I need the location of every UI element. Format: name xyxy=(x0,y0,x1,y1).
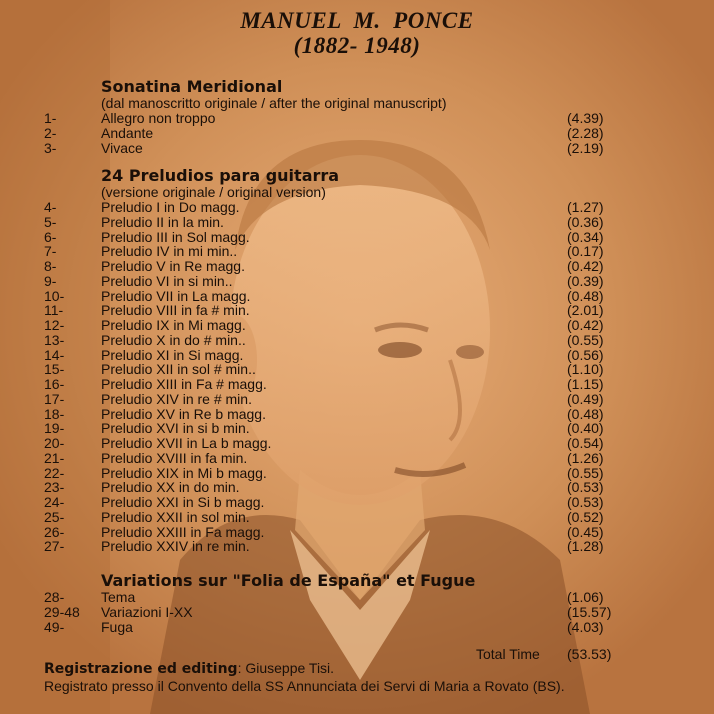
track-row xyxy=(44,451,614,466)
track-dur: (0.53) xyxy=(567,494,604,510)
track-num: 26- xyxy=(44,523,65,540)
track-title: Andante xyxy=(101,124,154,141)
track-num: 10- xyxy=(44,287,65,304)
track-list xyxy=(44,590,614,634)
track-title: Preludio XVII in La b magg. xyxy=(101,435,272,451)
track-title: Variazioni I-XX xyxy=(101,603,193,620)
track-dur: (1.06) xyxy=(567,589,604,605)
track-num: 4- xyxy=(44,199,57,215)
track-title: Preludio XII in sol # min.. xyxy=(101,361,256,378)
track-row xyxy=(44,230,614,245)
track-row xyxy=(44,244,614,259)
track-row xyxy=(44,200,614,215)
track-row xyxy=(44,377,614,392)
track-row xyxy=(44,274,614,289)
track-row xyxy=(44,480,614,495)
track-title: Preludio IV in mi min.. xyxy=(101,243,238,260)
track-dur: (0.39) xyxy=(567,272,604,289)
track-num: 5- xyxy=(44,213,57,230)
track-num: 24- xyxy=(44,494,65,510)
track-row xyxy=(44,318,614,333)
track-row xyxy=(44,259,614,274)
total-time-value: (53.53) xyxy=(567,646,612,662)
track-dur: (0.42) xyxy=(567,317,604,333)
track-row xyxy=(44,126,614,141)
track-title: Preludio XX in do min. xyxy=(101,479,240,496)
work-title: 24 Preludios para guitarra xyxy=(101,166,340,185)
track-title: Vivace xyxy=(101,139,143,156)
track-title: Preludio XXII in sol min. xyxy=(101,508,250,525)
track-num: 6- xyxy=(44,228,57,245)
track-num: 13- xyxy=(44,331,65,348)
track-dur: (0.45) xyxy=(567,523,604,540)
recording-value: : Giuseppe Tisi. xyxy=(237,660,335,676)
track-dur: (0.56) xyxy=(567,346,604,363)
track-row xyxy=(44,362,614,377)
track-title: Preludio XXI in Si b magg. xyxy=(101,494,265,510)
work-title: Variations sur "Folia de España" et Fugue xyxy=(101,571,476,590)
track-dur: (0.54) xyxy=(567,435,604,451)
track-list xyxy=(44,200,614,554)
track-row xyxy=(44,111,614,126)
track-num: 18- xyxy=(44,405,65,422)
track-dur: (0.48) xyxy=(567,287,604,304)
track-title: Tema xyxy=(101,589,136,605)
track-dur: (0.52) xyxy=(567,508,604,525)
track-num: 7- xyxy=(44,243,57,260)
track-dur: (0.34) xyxy=(567,228,604,245)
track-title: Preludio XIX in Mi b magg. xyxy=(101,464,267,481)
track-row xyxy=(44,510,614,525)
track-dur: (2.01) xyxy=(567,302,604,319)
track-num: 1- xyxy=(44,110,57,126)
track-num: 20- xyxy=(44,435,65,451)
track-row xyxy=(44,303,614,318)
work-sonatina xyxy=(44,78,614,155)
track-num: 29-48 xyxy=(44,603,80,620)
track-title: Preludio II in la min. xyxy=(101,213,224,230)
track-title: Preludio VI in si min.. xyxy=(101,272,233,289)
track-title: Preludio I in Do magg. xyxy=(101,199,240,215)
track-row xyxy=(44,436,614,451)
track-num: 2- xyxy=(44,124,57,141)
track-dur: (0.55) xyxy=(567,331,604,348)
track-row xyxy=(44,525,614,540)
track-dur: (0.36) xyxy=(567,213,604,230)
track-dur: (0.49) xyxy=(567,390,604,407)
track-dur: (0.40) xyxy=(567,420,604,437)
track-dur: (4.39) xyxy=(567,110,604,126)
track-title: Preludio XIV in re # min. xyxy=(101,390,252,407)
track-row xyxy=(44,289,614,304)
track-num: 28- xyxy=(44,589,65,605)
recording-location: Registrato presso il Convento della SS Annunciata dei Servi di Maria a Rovato (BS). xyxy=(44,678,565,694)
track-title: Preludio VII in La magg. xyxy=(101,287,251,304)
track-title: Preludio XI in Si magg. xyxy=(101,346,244,363)
track-num: 16- xyxy=(44,376,65,392)
track-title: Preludio IX in Mi magg. xyxy=(101,317,246,333)
work-preludios xyxy=(44,167,614,554)
track-row xyxy=(44,620,614,635)
track-title: Preludio XXIV in re min. xyxy=(101,538,250,555)
track-dur: (1.27) xyxy=(567,199,604,215)
track-title: Preludio V in Re magg. xyxy=(101,258,245,274)
track-num: 22- xyxy=(44,464,65,481)
track-dur: (2.19) xyxy=(567,139,604,156)
track-title: Preludio XIII in Fa # magg. xyxy=(101,376,267,392)
track-dur: (1.28) xyxy=(567,538,604,555)
track-title: Fuga xyxy=(101,618,133,635)
track-row xyxy=(44,495,614,510)
work-title: Sonatina Meridional xyxy=(101,77,283,96)
track-num: 25- xyxy=(44,508,65,525)
track-row xyxy=(44,392,614,407)
track-title: Preludio III in Sol magg. xyxy=(101,228,250,245)
track-row xyxy=(44,141,614,156)
track-num: 27- xyxy=(44,538,65,555)
track-num: 21- xyxy=(44,449,65,466)
track-row xyxy=(44,407,614,422)
track-title: Preludio XV in Re b magg. xyxy=(101,405,266,422)
track-title: Preludio X in do # min.. xyxy=(101,331,246,348)
track-title: Preludio XVIII in fa min. xyxy=(101,449,248,466)
track-dur: (2.28) xyxy=(567,124,604,141)
track-row xyxy=(44,466,614,481)
recording-credit xyxy=(44,660,704,678)
track-row xyxy=(44,421,614,436)
track-title: Preludio XXIII in Fa magg. xyxy=(101,523,265,540)
track-num: 14- xyxy=(44,346,65,363)
track-row xyxy=(44,539,614,554)
track-dur: (0.42) xyxy=(567,258,604,274)
track-dur: (4.03) xyxy=(567,618,604,635)
track-num: 3- xyxy=(44,139,57,156)
track-title: Preludio XVI in si b min. xyxy=(101,420,250,437)
composer-name: MANUEL M. PONCE xyxy=(240,8,474,33)
track-num: 15- xyxy=(44,361,65,378)
track-dur: (1.26) xyxy=(567,449,604,466)
total-time-label: Total Time xyxy=(476,646,540,662)
track-title: Allegro non troppo xyxy=(101,110,216,126)
work-subtitle: (dal manoscritto originale / after the original manuscript) xyxy=(101,95,447,111)
track-row xyxy=(44,333,614,348)
track-list xyxy=(44,111,614,155)
credits xyxy=(44,660,704,695)
track-title: Preludio VIII in fa # min. xyxy=(101,302,250,319)
track-num: 9- xyxy=(44,272,57,289)
composer-heading xyxy=(0,8,714,58)
track-dur: (0.17) xyxy=(567,243,604,260)
track-dur: (0.55) xyxy=(567,464,604,481)
recording-label: Registrazione ed editing xyxy=(44,661,238,677)
track-dur: (0.53) xyxy=(567,479,604,496)
track-num: 12- xyxy=(44,317,65,333)
track-num: 11- xyxy=(44,302,64,319)
track-dur: (15.57) xyxy=(567,603,612,620)
track-row xyxy=(44,605,614,620)
track-num: 49- xyxy=(44,618,65,635)
track-num: 17- xyxy=(44,390,65,407)
track-num: 23- xyxy=(44,479,65,496)
track-dur: (1.10) xyxy=(567,361,604,378)
track-row xyxy=(44,348,614,363)
work-subtitle: (versione originale / original version) xyxy=(101,184,326,200)
track-dur: (0.48) xyxy=(567,405,604,422)
track-dur: (1.15) xyxy=(567,376,604,392)
composer-years: (1882- 1948) xyxy=(293,33,421,58)
track-row xyxy=(44,215,614,230)
work-folia xyxy=(44,572,614,634)
track-num: 19- xyxy=(44,420,65,437)
track-row xyxy=(44,590,614,605)
track-num: 8- xyxy=(44,258,57,274)
